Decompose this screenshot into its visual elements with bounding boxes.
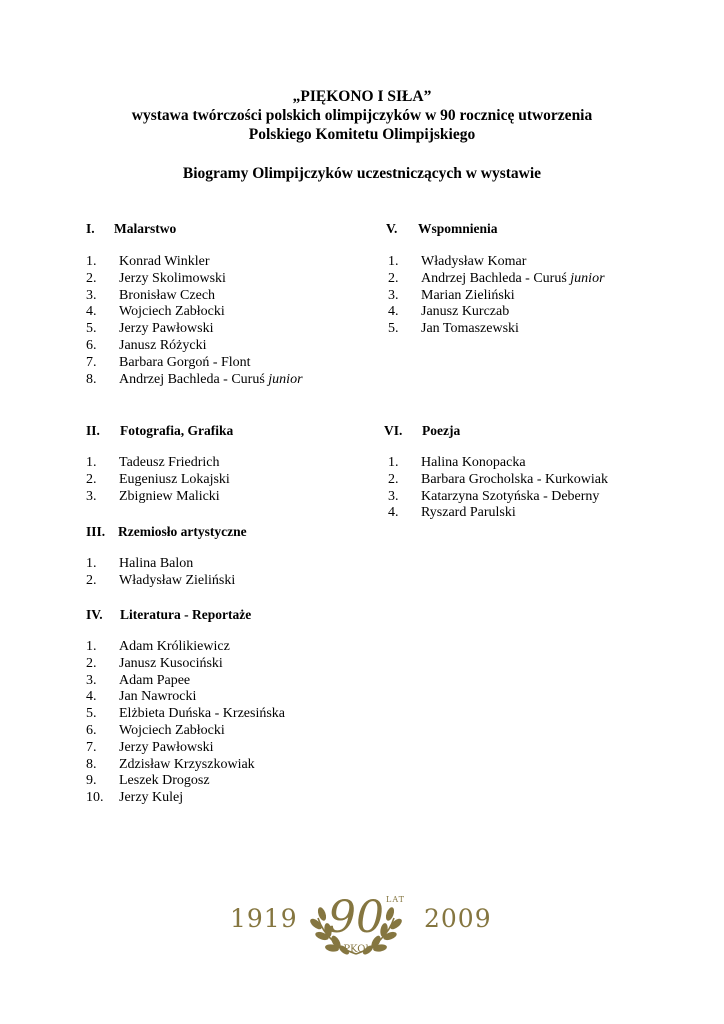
section-heading-literatura [86,606,251,623]
list-item-name: Halina Konopacka [421,455,526,470]
list-item-name: Jan Tomaszewski [421,321,519,337]
list-item-number: 4. [388,304,399,320]
list-item-name: Wojciech Zabłocki [119,304,225,320]
section-list-wspomnienia [388,254,605,338]
list-item-number: 8. [86,371,97,387]
document-subtitle-line2: Polskiego Komitetu Olimpijskiego [248,126,476,143]
section-name: Malarstwo [114,221,177,236]
list-item-number: 6. [86,337,97,353]
list-item-number: 9. [86,773,97,789]
list-item-number: 2. [388,270,399,286]
list-item [86,355,303,372]
section-heading-rzemioslo [86,523,247,540]
list-item-suffix: junior [570,270,605,286]
list-item [388,489,608,506]
list-item-number: 2. [86,471,97,487]
logo-number: 90 [328,892,384,943]
list-item-name: Janusz Kusociński [119,655,223,671]
list-item-name: Katarzyna Szotyńska - Deberny [421,488,600,504]
list-item [86,757,285,774]
list-item-number: 3. [86,287,97,303]
list-item [86,489,230,506]
list-item-name: Tadeusz Friedrich [119,455,220,470]
list-item-number: 2. [86,655,97,671]
list-item-number: 1. [86,254,97,269]
section-heading-fotografia [86,422,233,439]
list-item [86,689,285,706]
list-item-name: Barbara Gorgoń - Flont [119,354,251,370]
list-item-name: Andrzej Bachleda - Curuś [119,371,269,387]
list-item-name: Zdzisław Krzyszkowiak [119,756,255,772]
list-item-number: 4. [388,505,399,521]
logo-year-end: 2009 [424,904,492,933]
list-item [86,288,303,305]
list-item-name: Jan Nawrocki [119,689,197,705]
list-item-number: 3. [388,287,399,303]
list-item [86,773,285,790]
list-item [86,271,303,288]
list-item [86,706,285,723]
section-name: Poezja [422,423,461,438]
list-item [86,321,303,338]
list-item-name: Bronisław Czech [119,287,216,303]
list-item [86,472,230,489]
list-item [86,556,235,573]
section-numeral: III. [86,524,106,539]
list-item [86,673,285,690]
list-item-name: Adam Papee [119,672,191,688]
list-item-number: 3. [86,672,97,688]
list-item [86,304,303,321]
list-item-name: Janusz Różycki [119,337,207,353]
list-item-suffix: junior [268,371,303,387]
list-item [86,723,285,740]
section-name: Wspomnienia [418,221,498,236]
list-item-name: Janusz Kurczab [421,304,510,320]
list-item-number: 1. [86,455,97,470]
list-item-number: 2. [388,471,399,487]
section-name: Fotografia, Grafika [120,423,234,438]
list-item [86,573,235,590]
list-item-name: Halina Balon [119,556,194,571]
pkol-90-anniversary-logo [226,888,492,958]
list-item [86,740,285,757]
section-name: Rzemiosło artystyczne [118,524,247,539]
document-title: „PIĘKONO I SIŁA” [292,88,432,105]
list-item [388,455,608,472]
list-item-name: Zbigniew Malicki [119,488,220,504]
section-numeral: VI. [384,423,403,438]
laurel-wreath-icon [226,888,486,958]
list-item-number: 7. [86,354,97,370]
list-item-number: 10. [86,790,104,806]
list-item-name: Jerzy Skolimowski [119,270,226,286]
list-item-number: 1. [388,455,399,470]
list-item [86,455,230,472]
list-item-number: 6. [86,722,97,738]
section-heading-malarstwo [86,220,176,237]
list-item-name: Eugeniusz Lokajski [119,471,230,487]
list-item [388,254,605,271]
list-item [86,254,303,271]
logo-org: PKOl [343,944,369,955]
list-item-name: Leszek Drogosz [119,773,210,789]
section-numeral: I. [86,221,95,236]
section-list-fotografia [86,455,230,505]
list-item [388,304,605,321]
list-item-name: Marian Zieliński [421,287,515,303]
list-item-name: Jerzy Kulej [119,790,184,806]
list-item-number: 1. [86,556,97,571]
list-item-name: Jerzy Pawłowski [119,739,214,755]
list-item-number: 2. [86,270,97,286]
section-heading-wspomnienia [386,220,498,237]
logo-lat: LAT [386,895,405,904]
list-item-number: 4. [86,689,97,705]
document-heading: Biogramy Olimpijczyków uczestniczących w wystawie [182,165,542,182]
section-list-literatura [86,639,285,807]
section-heading-poezja [384,422,460,439]
section-numeral: V. [386,221,398,236]
list-item-name: Konrad Winkler [119,254,210,269]
list-item-number: 8. [86,756,97,772]
section-numeral: IV. [86,607,103,622]
list-item-number: 3. [86,488,97,504]
list-item-name: Wojciech Zabłocki [119,722,225,738]
list-item [86,639,285,656]
list-item-name: Władysław Zieliński [119,572,236,588]
list-item-number: 1. [86,639,97,654]
list-item-number: 7. [86,739,97,755]
list-item [388,288,605,305]
list-item [86,338,303,355]
list-item-number: 5. [86,706,97,722]
document-subtitle-line1: wystawa twórczości polskich olimpijczyków w 90 rocznicę utworzenia [131,107,593,124]
list-item [86,656,285,673]
list-item [86,372,303,389]
section-list-poezja [388,455,608,522]
list-item [388,271,605,288]
list-item-name: Ryszard Parulski [421,505,516,521]
list-item [388,321,605,338]
list-item-name: Władysław Komar [421,254,527,269]
section-list-rzemioslo [86,556,235,590]
section-name: Literatura - Reportaże [120,607,252,622]
list-item-number: 5. [86,321,97,337]
list-item-name: Andrzej Bachleda - Curuś [421,270,571,286]
list-item-number: 4. [86,304,97,320]
list-item-name: Adam Królikiewicz [119,639,230,654]
section-numeral: II. [86,423,100,438]
list-item [388,505,608,522]
list-item-name: Elżbieta Duńska - Krzesińska [119,706,285,722]
logo-year-start: 1919 [230,904,298,933]
list-item-number: 5. [388,321,399,337]
section-list-malarstwo [86,254,303,388]
list-item-name: Barbara Grocholska - Kurkowiak [421,471,608,487]
list-item-number: 3. [388,488,399,504]
list-item [388,472,608,489]
list-item-number: 2. [86,572,97,588]
list-item-name: Jerzy Pawłowski [119,321,214,337]
list-item-number: 1. [388,254,399,269]
list-item [86,790,285,807]
